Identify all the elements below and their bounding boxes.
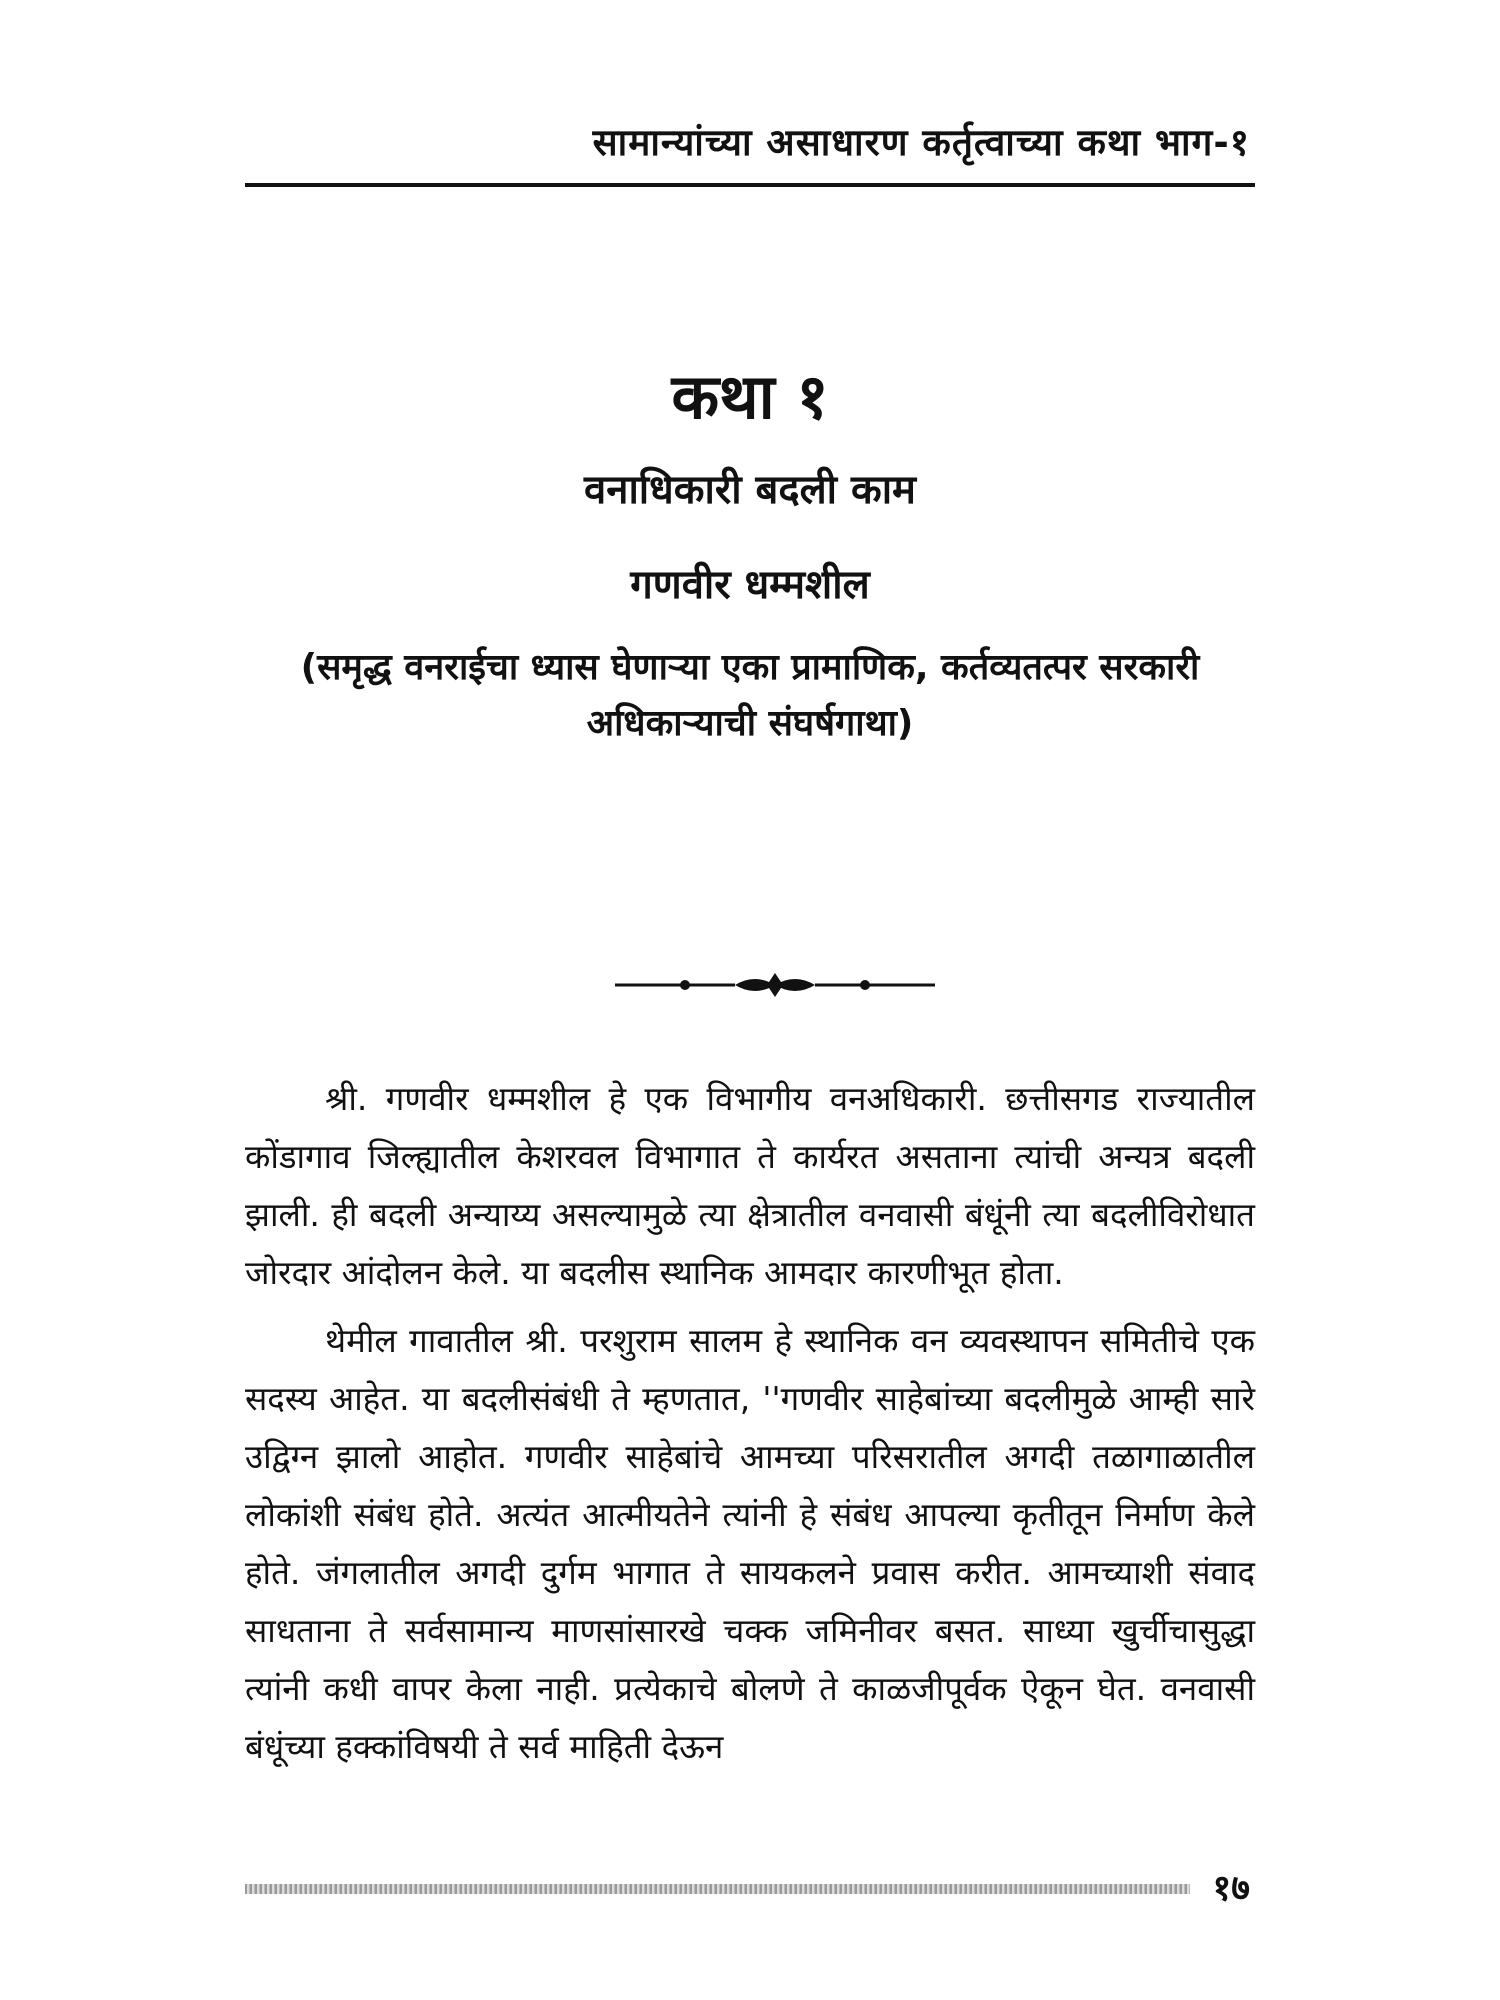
page-number: १७ (1212, 1868, 1250, 1909)
paragraph: श्री. गणवीर धम्मशील हे एक विभागीय वनअधिकारी. छत्तीसगड राज्यातील कोंडागाव जिल्ह्यातील केशरवल विभागात ते कार्यरत असताना त्यांची अन्यत्र बदली झाली. ही बदली अन्याय्य असल्यामुळे त्या क्षेत्रातील वनवासी बंधूंनी त्या बदलीविरोधात जोरदार आंदोलन केले. या बदलीस स्थानिक आमदार कारणीभूत होता. (245, 1079, 1255, 1292)
header-rule (245, 183, 1255, 187)
story-subtitle: (समृद्ध वनराईचा ध्यास घेणाऱ्या एका प्रामाणिक, कर्तव्यतत्पर सरकारी अधिकाऱ्याची संघर्षगाथा) (300, 647, 1200, 745)
body-text (245, 1070, 1255, 1786)
story-number: कथा १ (671, 360, 829, 433)
footer-band (245, 1884, 1190, 1894)
story-title: वनाधिकारी बदली काम (584, 467, 916, 514)
ornament-divider (615, 965, 935, 1005)
running-header: सामान्यांच्या असाधारण कर्तृत्वाच्या कथा भाग-१ (592, 121, 1250, 164)
title-block (230, 360, 1270, 752)
paragraph: थेमील गावातील श्री. परशुराम सालम हे स्थानिक वन व्यवस्थापन समितीचे एक सदस्य आहेत. या बदलीसंबंधी ते म्हणतात, ''गणवीर साहेबांच्या बदलीमुळे आम्ही सारे उद्विग्न झालो आहोत. गणवीर साहेबांचे आमच्या परिसरातील अगदी तळागाळातील लोकांशी संबंध होते. अत्यंत आत्मीयतेने त्यांनी हे संबंध आपल्या कृतीतून निर्माण केले होते. जंगलातील अगदी दुर्गम भागात ते सायकलने प्रवास करीत. आमच्याशी संवाद साधताना ते सर्वसामान्य माणसांसारखे चक्क जमिनीवर बसत. साध्या खुर्चीचासुद्धा त्यांनी कधी वापर केला नाही. प्रत्येकाचे बोलणे ते काळजीपूर्वक ऐकून घेत. वनवासी बंधूंच्या हक्कांविषयी ते सर्व माहिती देऊन (245, 1321, 1255, 1766)
story-author: गणवीर धम्मशील (630, 562, 870, 609)
